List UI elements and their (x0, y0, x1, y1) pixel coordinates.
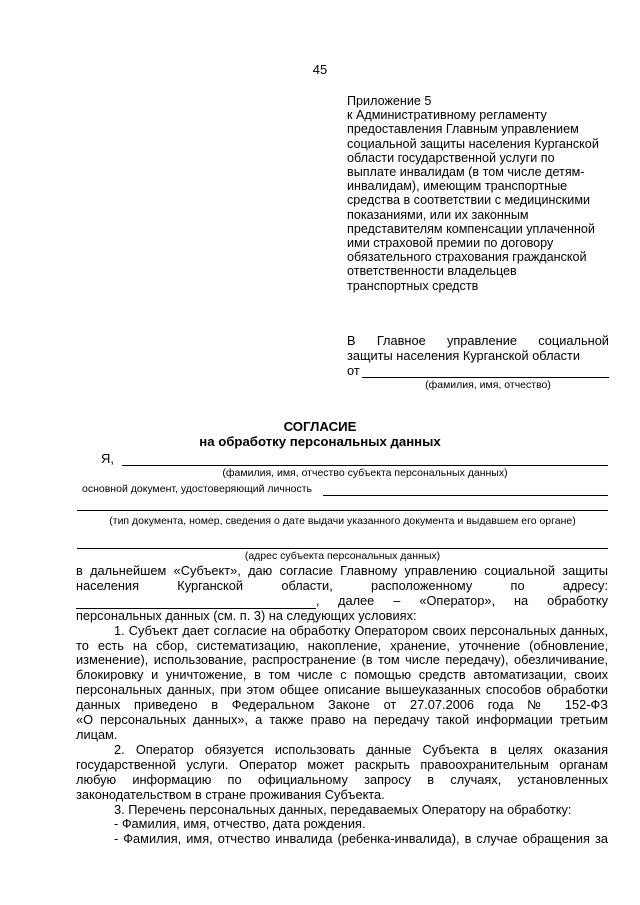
body-line: законодательством в стране проживания Субъекта. (76, 786, 385, 802)
addressee-word: В (347, 333, 356, 348)
appendix-line: предоставления Главным управлением (347, 122, 579, 137)
doc-caption: (тип документа, номер, сведения о дате выдачи указанного документа и выдавшем его органе) (109, 515, 576, 527)
i-label: Я, (101, 451, 114, 466)
body-line: персональных данных (см. п. 3) на следующих условиях: (76, 607, 417, 623)
appendix-line: выплате инвалидам (в том числе детям- (347, 165, 585, 180)
doc-label: основной документ, удостоверяющий личность (82, 483, 313, 495)
fio-field[interactable] (122, 465, 608, 466)
from-caption: (фамилия, имя, отчество) (425, 379, 551, 392)
fio-caption: (фамилия, имя, отчество субъекта персональных данных) (222, 467, 508, 479)
appendix-line: инвалидам), имеющим транспортные (347, 179, 568, 194)
appendix-line: ими страховой премии по договору (347, 236, 554, 251)
appendix-line: области государственной услуги по (347, 150, 555, 165)
appendix-line: показаниями, или их законным (347, 207, 529, 222)
body-line: 3. Перечень персональных данных, передаваемых Оператору на обработку: (114, 801, 572, 817)
body-line: данных приведено в Федеральном Законе от 27.07.2006 года № 152-ФЗ (76, 697, 608, 713)
body-line: «О персональных данных», а также право на передачу такой информации третьим (76, 712, 608, 728)
appendix-line: ответственности владельцев (347, 264, 517, 279)
document-title (0, 419, 640, 449)
from-label: от (347, 362, 360, 378)
body-line-rest: далее – «Оператор», на обработку (338, 592, 608, 608)
from-field[interactable] (362, 365, 609, 378)
appendix-line: представителям компенсации уплаченной (347, 221, 595, 236)
addressee-line: защиты населения Курганской области (347, 347, 581, 363)
body-line: персональных данных, при этом общее описание вышеуказанных способов обработки (76, 682, 608, 698)
appendix-line: социальной защиты населения Курганской (347, 136, 599, 151)
appendix-line: транспортных средств (347, 278, 479, 293)
addressee-word: Главное (376, 333, 426, 348)
from-row (347, 364, 609, 379)
body-line: лицам. (76, 726, 118, 742)
title-main: СОГЛАСИЕ (283, 419, 357, 434)
address-caption: (адрес субъекта персональных данных) (244, 550, 441, 562)
addressee-block (347, 334, 609, 393)
address-field[interactable] (77, 548, 608, 549)
body-line: то есть на сбор, систематизацию, накопление, хранение, уточнение (обновление, (76, 637, 608, 653)
body-line: - Фамилия, имя, отчество, дата рождения. (114, 816, 366, 832)
addressee-word: социальной (538, 333, 609, 348)
body-line: 2. Оператор обязуется использовать данные Субъекта в целях оказания (114, 741, 608, 757)
body-line: государственной услуги. Оператор может раскрыть правоохранительным органам (76, 756, 608, 772)
addressee-word: управление (446, 333, 517, 348)
appendix-header (347, 94, 617, 293)
operator-address (76, 594, 320, 609)
title-sub: на обработку персональных данных (199, 434, 441, 449)
body-line: в дальнейшем «Субъект», даю согласие Главному управлению социальной защиты (76, 563, 608, 578)
body-line: блокировку и уничтожение, в том числе с помощью средств автоматизации, своих (76, 667, 608, 683)
body-line: изменение), использование, распространение (в том числе передачу), обезличивание, (76, 652, 608, 668)
page-number: 45 (312, 62, 328, 77)
appendix-line: Приложение 5 (347, 94, 432, 108)
addressee-line (347, 334, 609, 349)
body-line: любую информацию по официальному запросу в случаях, установленных (76, 771, 608, 787)
doc-field[interactable] (323, 495, 608, 496)
operator-address-field[interactable] (76, 596, 316, 609)
body-line: - Фамилия, имя, отчество инвалида (ребенка-инвалида), в случае обращения за (114, 831, 608, 847)
appendix-line: к Административному регламенту (347, 108, 547, 123)
body-line (76, 594, 608, 609)
doc-field-2[interactable] (77, 510, 608, 511)
appendix-line: обязательного страхования гражданской (347, 250, 587, 265)
body-line: населения Курганской области, расположенному по адресу: (76, 577, 608, 593)
appendix-line: средства в соответствии с медицинскими (347, 193, 591, 208)
comma: , (316, 592, 320, 608)
body-line: 1. Субъект дает согласие на обработку Оператором своих персональных данных, (114, 622, 608, 638)
consent-body (76, 564, 608, 847)
